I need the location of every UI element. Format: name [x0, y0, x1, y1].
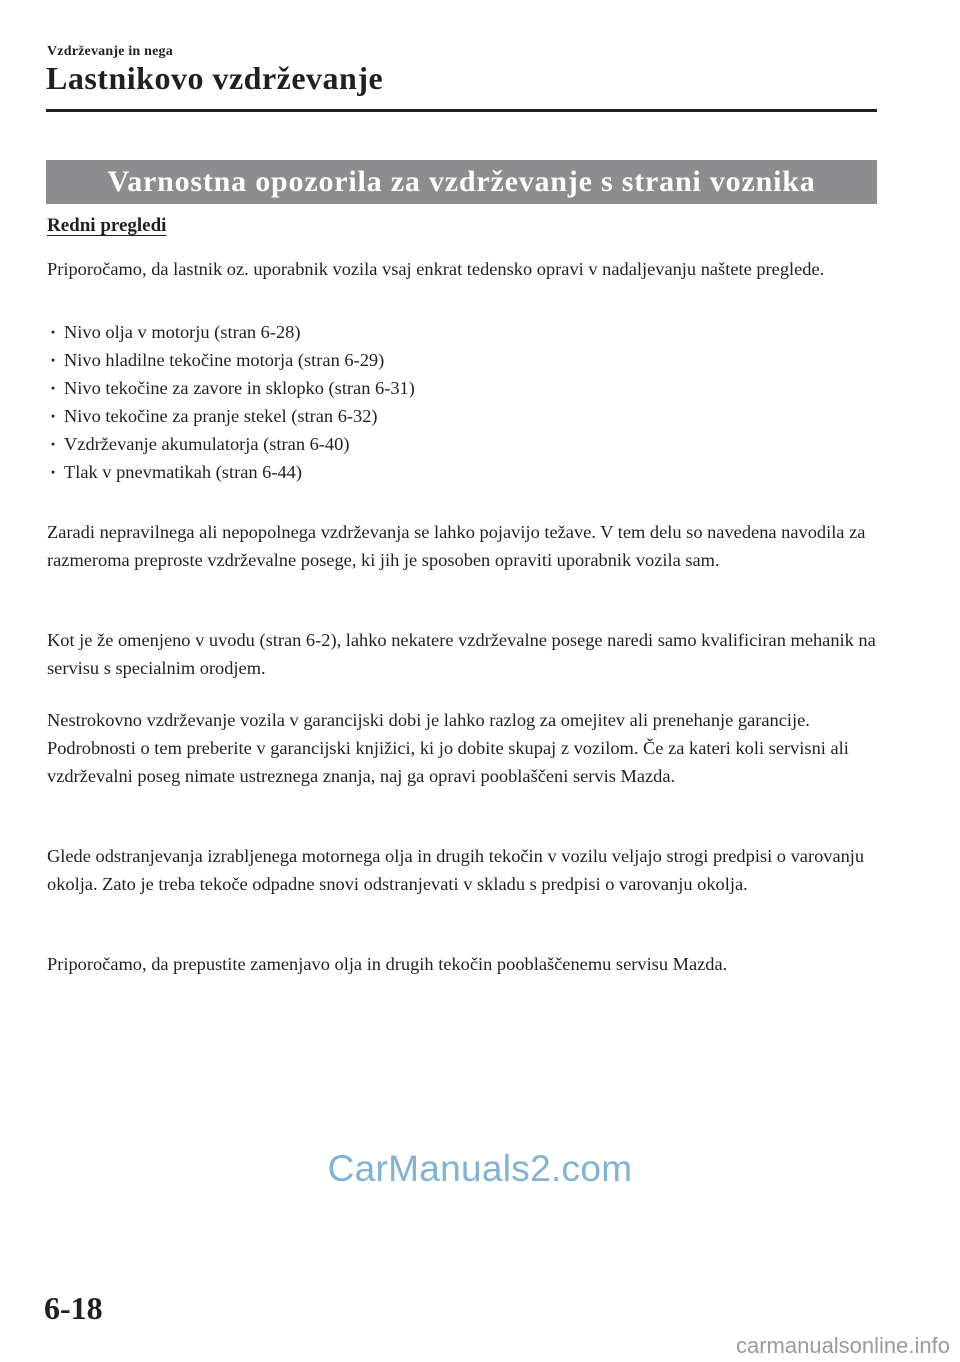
list-item: · Vzdrževanje akumulatorja (stran 6-40) [47, 430, 415, 458]
paragraph-environment: Glede odstranjevanja izrabljenega motornega olja in drugih tekočin v vozilu veljajo strogi predpisi o varovanju okolja. Zato je treba tekoče odpadne snovi odstranjevati v skladu s predpisi o varovanju okolja. [47, 846, 865, 894]
list-item: · Tlak v pnevmatikah (stran 6-44) [47, 458, 415, 486]
footer-site-watermark: carmanualsonline.info [735, 1333, 950, 1358]
list-item: · Nivo hladilne tekočine motorja (stran 6-29) [47, 346, 415, 374]
section-label: Vzdrževanje in nega [47, 44, 173, 59]
banner-title: Varnostna opozorila za vzdrževanje s strani voznika [107, 165, 816, 198]
checks-list [47, 318, 415, 486]
list-item: · Nivo tekočine za pranje stekel (stran 6-32) [47, 402, 415, 430]
chapter-title: Lastnikovo vzdrževanje [46, 60, 384, 96]
subheading-regular-checks: Redni pregledi [47, 215, 167, 236]
intro-paragraph: Priporočamo, da lastnik oz. uporabnik vozila vsaj enkrat tedensko opravi v nadaljevanju naštete preglede. [47, 259, 825, 279]
paragraph-recommendation: Priporočamo, da prepustite zamenjavo olja in drugih tekočin pooblaščenemu servisu Mazda. [47, 954, 728, 974]
watermark: CarManuals2.com [327, 1148, 633, 1189]
list-item: · Nivo olja v motorju (stran 6-28) [47, 318, 415, 346]
paragraph-warranty: Nestrokovno vzdrževanje vozila v garancijski dobi je lahko razlog za omejitev ali prenehanje garancije. Podrobnosti o tem preberite v garancijski knjižici, ki jo dobite skupaj z vozilom. Če za kateri koli servisni ali vzdrževalni poseg nimate ustreznega znanja, naj ga opravi pooblaščeni servis Mazda. [47, 710, 849, 786]
list-item: · Nivo tekočine za zavore in sklopko (stran 6-31) [47, 374, 415, 402]
page-number: 6-18 [44, 1290, 103, 1326]
paragraph-qualified-mechanic: Kot je že omenjeno v uvodu (stran 6-2), lahko nekatere vzdrževalne posege naredi samo kvalificiran mehanik na servisu s specialnim orodjem. [47, 630, 876, 678]
section-banner [46, 160, 877, 204]
title-divider [46, 109, 877, 112]
paragraph-maintenance-issues: Zaradi nepravilnega ali nepopolnega vzdrževanja se lahko pojavijo težave. V tem delu so navedena navodila za razmeroma preproste vzdrževalne posege, ki jih je sposoben opraviti uporabnik vozila sam. [47, 522, 866, 570]
